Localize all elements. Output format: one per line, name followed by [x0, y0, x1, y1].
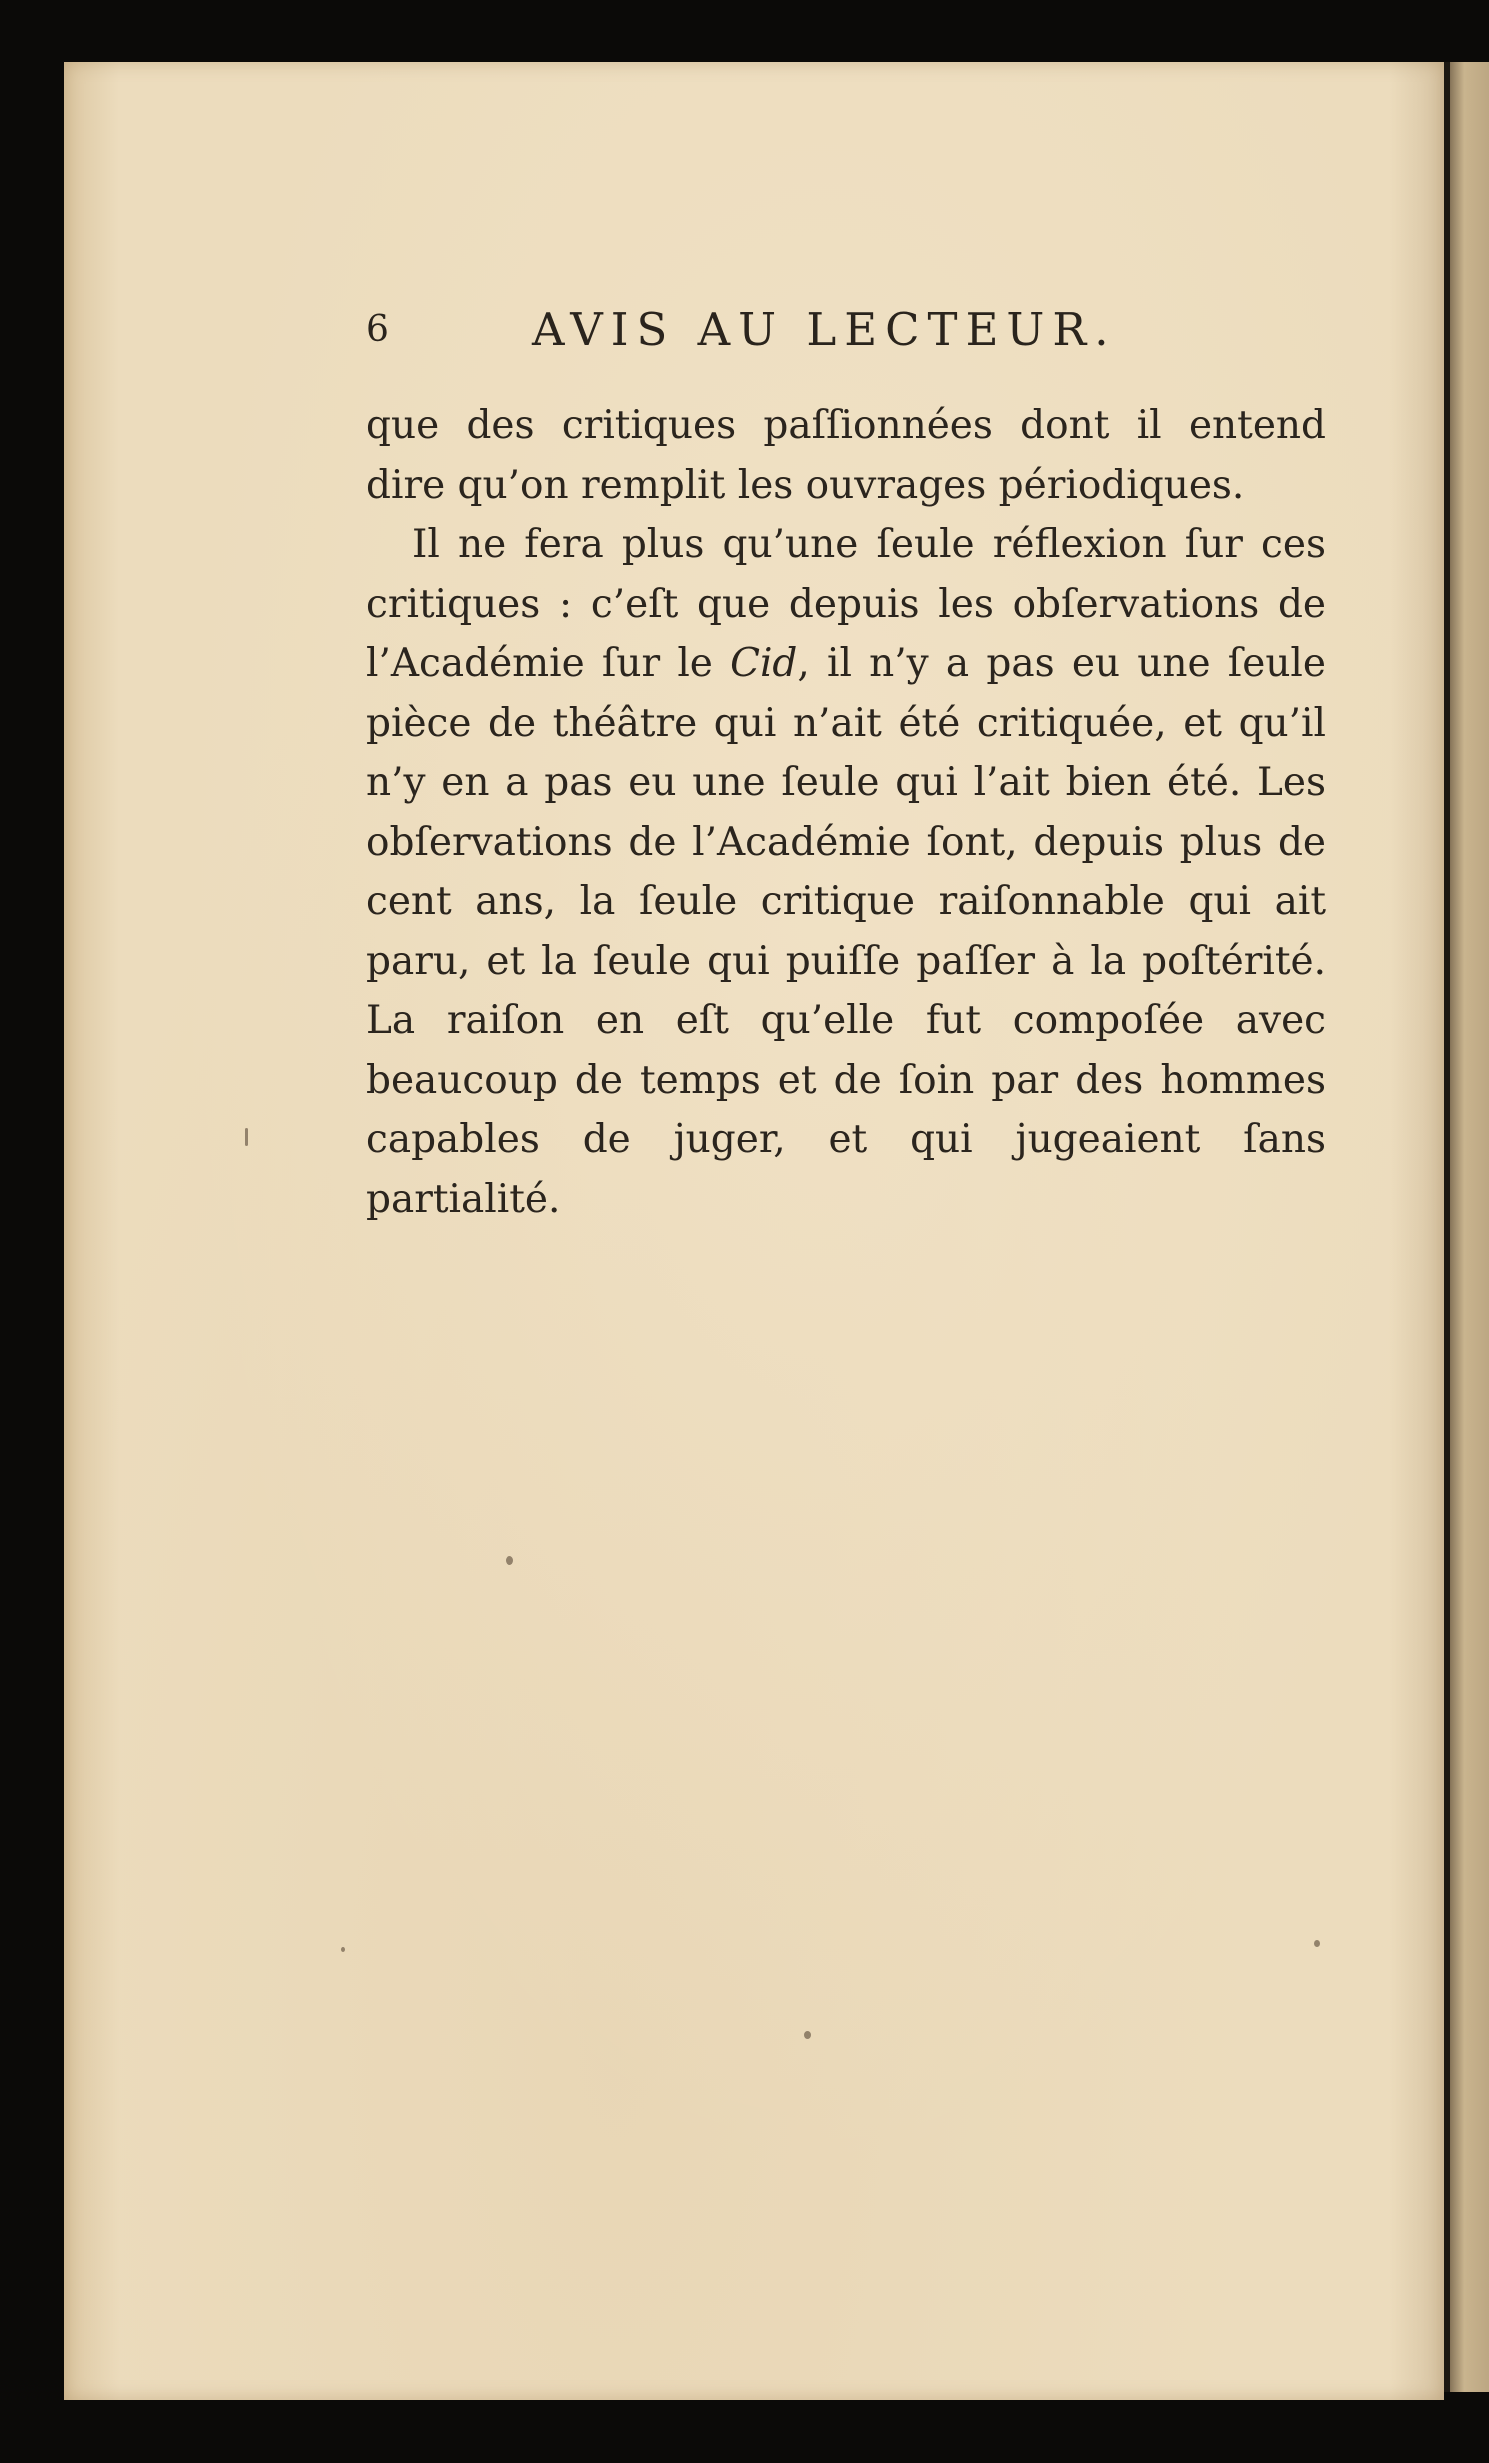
page-header [366, 303, 1336, 363]
paragraph-text: , il n’y a pas eu une ſeule pièce de théâtre qui n’ait été critiquée, et qu’il n’y en a pas eu une ſeule qui l’ait bien été. Les obſervations de l’Académie ſont, depuis plus de cent ans, la ſeule critique raiſonnable qui ait paru, et la ſeule qui puiſſe paſſer à la poſtérité. La raiſon en eſt qu’elle fut compoſée avec beaucoup de temps et de ſoin par des hommes capables de juger, et qui jugeaient ſans partialité. [366, 641, 1326, 1222]
paragraph: que des critiques paſſionnées dont il entend dire qu’on remplit les ouvrages périodiques. [366, 403, 1326, 508]
page-number: 6 [366, 309, 390, 350]
paper-speck [1314, 1940, 1320, 1947]
paper-speck [341, 1947, 345, 1952]
paper-speck [506, 1556, 513, 1565]
paragraph-text: Il ne fera plus qu’une ſeule réflexion ſur ces critiques : c’eſt que depuis les obſervations de l’Académie ſur le [366, 522, 1326, 686]
body-text [366, 396, 1326, 1229]
next-page-edge [1444, 62, 1489, 2392]
running-title: AVIS AU LECTEUR. [532, 303, 1117, 356]
italic-title: Cid [730, 641, 798, 686]
paragraph [366, 515, 1326, 1229]
paper-speck [245, 1128, 248, 1146]
paper-speck [804, 2031, 811, 2039]
